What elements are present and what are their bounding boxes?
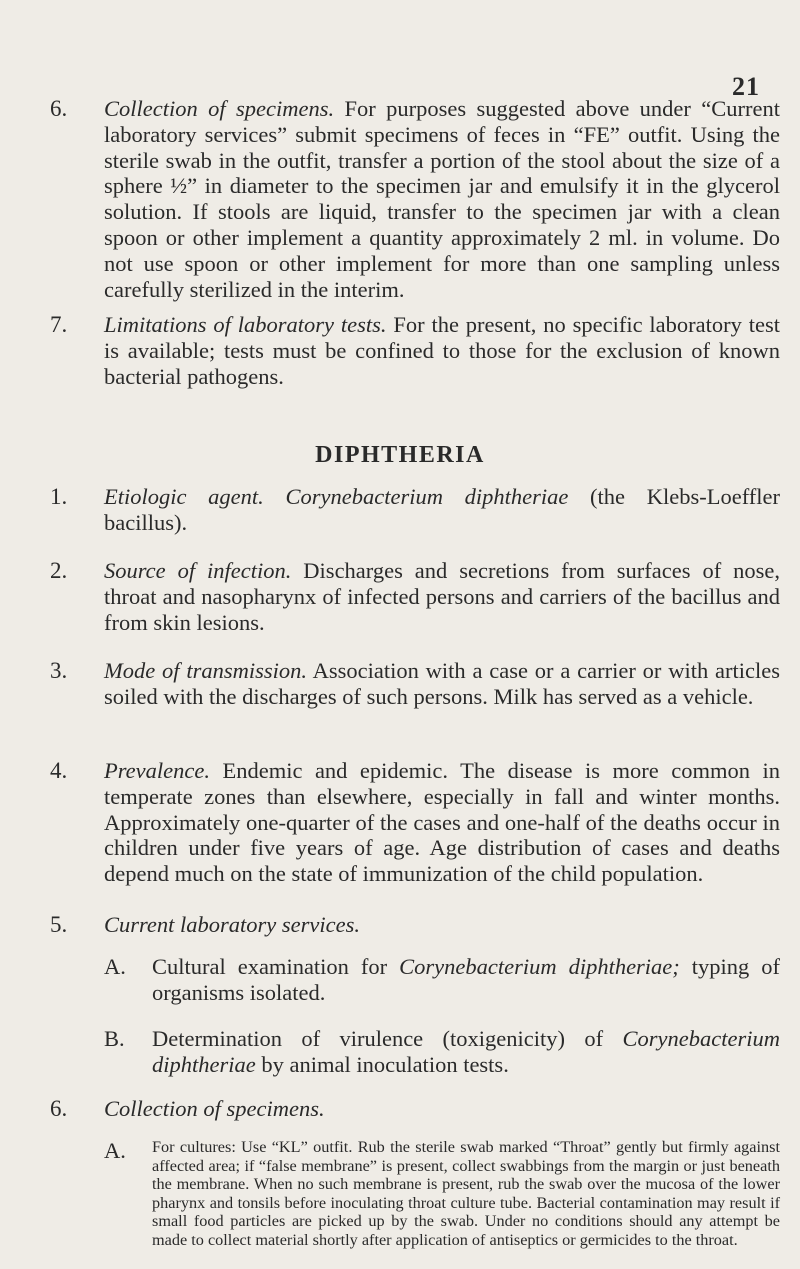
paragraph-text: Endemic and epidemic. The disease is more common in temperate zones than elsewhere, especially in fall and winter months. Approximately one-quarter of the cases and one-half of the deaths occur in children under five years of age. Age distribution of cases and deaths depend much on the state of immunization of the child population. [104,758,780,887]
paragraph-lead: Mode of transmission. [104,658,308,683]
paragraph-text: (the Klebs-Loeffler bacillus). [104,484,780,535]
section-prevalence [50,758,780,887]
section-collection-feces [50,96,780,302]
item-number: 4. [50,758,68,783]
subitem-services-b [50,1026,780,1078]
section-etiologic-agent [50,484,780,536]
subitem-specimens-a [50,1138,780,1249]
section-collection-specimens [50,1096,780,1122]
paragraph [104,96,780,302]
item-number: 1. [50,484,68,509]
paragraph-lead: Collection of specimens. [104,1096,325,1121]
item-number: 5. [50,912,68,937]
paragraph-text: For purposes suggested above under “Current laboratory services” submit specimens of feces in “FE” outfit. Using the sterile swab in the outfit, transfer a portion of the stool about the size of a sphere ½” in diameter to the specimen jar and emulsify it in the glycerol solution. If stools are liquid, transfer to the specimen jar with a clean spoon or other implement a quantity approximately 2 ml. in volume. Do not use spoon or other implement for more than one sampling unless carefully sterilized in the interim. [104,96,780,302]
item-number: 3. [50,658,68,683]
paragraph-lead: Prevalence. [104,758,210,783]
section-mode-transmission [50,658,780,710]
subitem-letter: A. [104,954,126,979]
paragraph-lead: Limitations of laboratory tests. [104,312,387,337]
paragraph [104,658,780,710]
paragraph [104,558,780,635]
subitem-letter: B. [104,1026,125,1051]
item-number: 7. [50,312,68,337]
paragraph-text: Discharges and secretions from surfaces of nose, throat and nasopharynx of infected persons and carriers of the bacillus and from skin lesions. [104,558,780,635]
paragraph-lead: Source of infection. [104,558,292,583]
item-number: 2. [50,558,68,583]
section-current-services [50,912,780,938]
paragraph-text: For the present, no specific laboratory test is available; tests must be confined to those for the exclusion of known bacterial pathogens. [104,312,780,389]
paragraph [104,484,780,536]
paragraph-lead: Collection of specimens. [104,96,335,121]
paragraph [104,758,780,887]
paragraph-italic: Corynebacterium diphtheriae [263,484,569,509]
paragraph [104,1096,780,1122]
paragraph-lead: Current laboratory services. [104,912,361,937]
subitem-text: For cultures: Use “KL” outfit. Rub the sterile swab marked “Throat” gently but firmly against affected area; if “false membrane” is present, collect swabbings from the margin or just beneath the membrane. When no such membrane is present, rub the swab over the mucosa of the lower pharynx and tonsils before inoculating throat culture tube. Bacterial contamination may result if small food particles are picked up by the swab. Under no conditions should any attempt be made to collect material shortly after application of antiseptics or germicides to the throat. [152,1138,780,1249]
paragraph-lead: Etiologic agent. [104,484,264,509]
paragraph [104,912,780,938]
subitem-letter: A. [104,1138,126,1163]
item-number: 6. [50,1096,68,1121]
subitem-text: Determination of virulence (toxigenicity) of Corynebacterium diphtheriae by animal inoculation tests. [152,1026,780,1077]
section-limitations [50,312,780,389]
subitem-text: Cultural examination for Corynebacterium diphtheriae; typing of organisms isolated. [152,954,780,1005]
item-number: 6. [50,96,68,121]
paragraph [104,312,780,389]
subitem-services-a [50,954,780,1006]
page-number: 21 [732,72,760,101]
section-source-infection [50,558,780,635]
paragraph-text: Association with a case or a carrier or with articles soiled with the discharges of such persons. Milk has served as a vehicle. [104,658,780,709]
section-heading: DIPHTHERIA [315,442,485,468]
